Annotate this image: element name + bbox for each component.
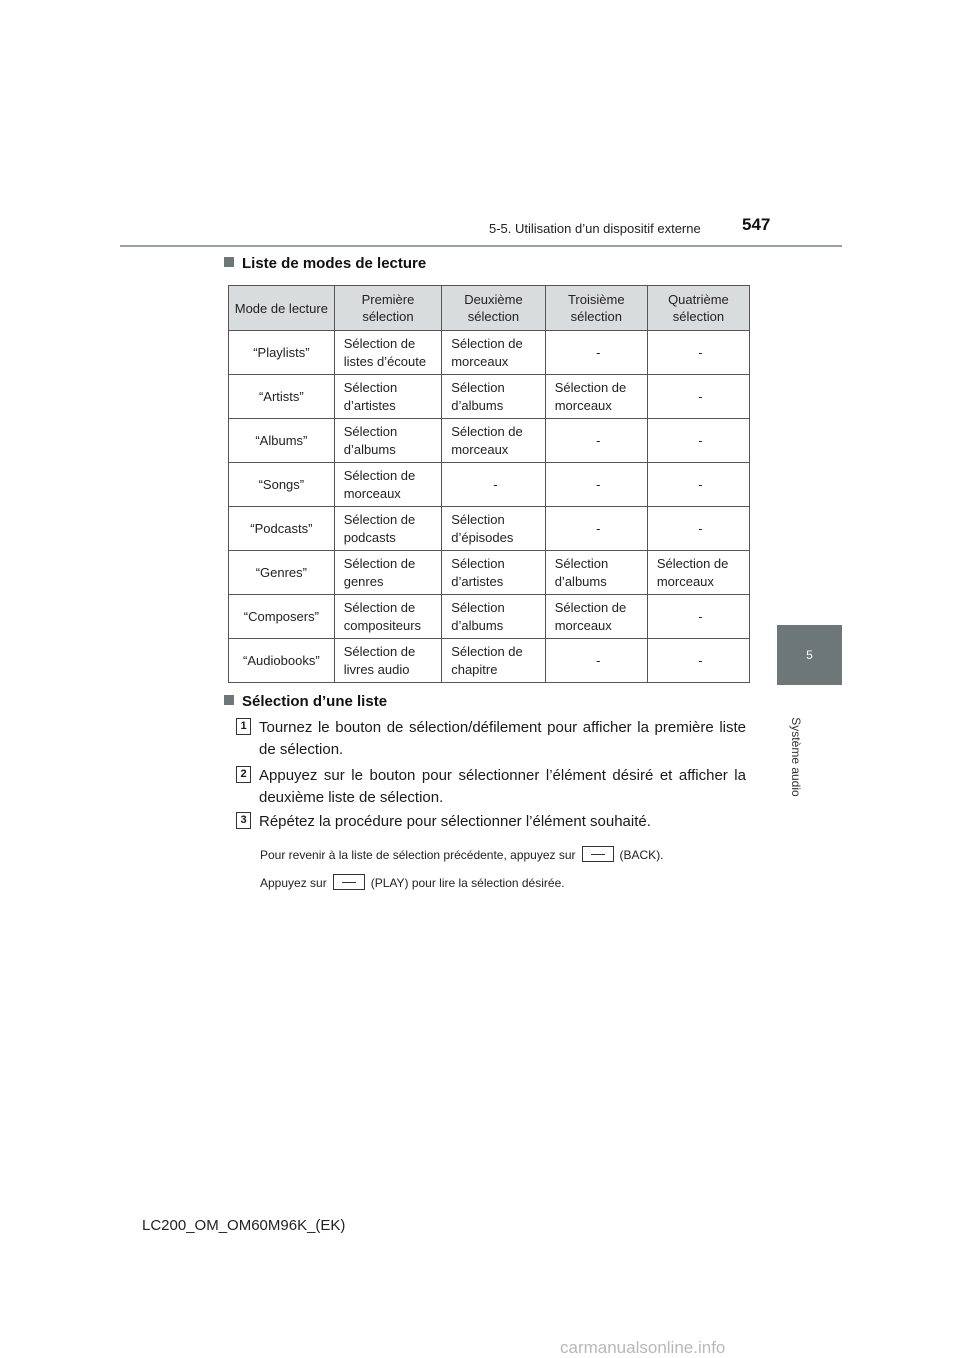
- table-cell: -: [647, 639, 749, 683]
- table-header-row: [229, 286, 750, 331]
- table-cell: Sélection d’artistes: [334, 375, 442, 419]
- note-back: [260, 846, 664, 862]
- table-cell: Sélection de morceaux: [442, 419, 545, 463]
- table-cell: Sélection d’albums: [334, 419, 442, 463]
- table-cell: Sélection de morceaux: [334, 463, 442, 507]
- note-play: [260, 874, 565, 890]
- table-cell: Sélection de morceaux: [647, 551, 749, 595]
- playback-modes-table: [228, 285, 750, 683]
- chapter-tab: [777, 625, 842, 685]
- table-body: [229, 331, 750, 683]
- table-cell: Sélection de listes d’écoute: [334, 331, 442, 375]
- watermark: carmanualsonline.info: [560, 1338, 726, 1357]
- note-text: (PLAY) pour lire la sélection désirée.: [370, 876, 565, 890]
- table-cell: -: [647, 331, 749, 375]
- chapter-side-label-text: Système audio: [789, 717, 803, 797]
- table-cell: -: [647, 595, 749, 639]
- table-row: [229, 639, 750, 683]
- table-cell-mode: “Songs”: [229, 463, 335, 507]
- table-cell: -: [647, 419, 749, 463]
- square-bullet-icon: [224, 257, 234, 267]
- table-cell: Sélection d’albums: [442, 595, 545, 639]
- table-cell: Sélection d’albums: [442, 375, 545, 419]
- table-cell: Sélection de podcasts: [334, 507, 442, 551]
- selection-heading: [224, 693, 387, 710]
- table-cell: -: [545, 639, 647, 683]
- table-cell: Sélection de genres: [334, 551, 442, 595]
- modes-heading-text: Liste de modes de lecture: [242, 255, 427, 272]
- table-cell: -: [545, 463, 647, 507]
- table-row: [229, 595, 750, 639]
- table-row: [229, 375, 750, 419]
- table-cell: Sélection de morceaux: [545, 595, 647, 639]
- play-button-icon: [333, 874, 365, 890]
- table-cell: Sélection d’albums: [545, 551, 647, 595]
- table-cell: -: [647, 463, 749, 507]
- table-header-cell: Troisième sélection: [545, 286, 647, 331]
- page-number: 547: [742, 215, 771, 234]
- selection-heading-text: Sélection d’une liste: [242, 693, 388, 710]
- table-cell: Sélection de morceaux: [442, 331, 545, 375]
- table-cell-mode: “Playlists”: [229, 331, 335, 375]
- table-cell-mode: “Podcasts”: [229, 507, 335, 551]
- table-row: [229, 419, 750, 463]
- table-header-cell: Mode de lecture: [229, 286, 335, 331]
- table-cell: -: [545, 507, 647, 551]
- table-cell: -: [545, 331, 647, 375]
- table-cell-mode: “Albums”: [229, 419, 335, 463]
- table-header-cell: Deuxième sélection: [442, 286, 545, 331]
- table-cell: -: [545, 419, 647, 463]
- footer-doc-code: LC200_OM_OM60M96K_(EK): [142, 1217, 346, 1234]
- chapter-side-label: [786, 692, 806, 822]
- table-cell: Sélection d’épisodes: [442, 507, 545, 551]
- step-text: Tournez le bouton de sélection/défilement pour afficher la première liste de sélection.: [259, 719, 746, 758]
- note-text: (BACK).: [619, 848, 664, 862]
- table-cell: Sélection de morceaux: [545, 375, 647, 419]
- step-text: Appuyez sur le bouton pour sélectionner l’élément désiré et afficher la deuxième liste de sélection.: [259, 767, 746, 806]
- table-cell: -: [647, 507, 749, 551]
- table-cell-mode: “Genres”: [229, 551, 335, 595]
- table-row: [229, 331, 750, 375]
- back-button-icon: [582, 846, 614, 862]
- chapter-tab-number: 5: [806, 648, 813, 662]
- table-cell: Sélection de compositeurs: [334, 595, 442, 639]
- table-cell: -: [442, 463, 545, 507]
- header-rule: [120, 245, 842, 247]
- note-text: Pour revenir à la liste de sélection précédente, appuyez sur: [260, 848, 576, 862]
- table-cell: Sélection de livres audio: [334, 639, 442, 683]
- table-cell-mode: “Composers”: [229, 595, 335, 639]
- step-number-badge: 3: [236, 812, 251, 829]
- step-text: Répétez la procédure pour sélectionner l’élément souhaité.: [259, 813, 651, 830]
- table-cell: Sélection de chapitre: [442, 639, 545, 683]
- table-row: [229, 507, 750, 551]
- table-cell: Sélection d’artistes: [442, 551, 545, 595]
- step-number-badge: 1: [236, 718, 251, 735]
- table-row: [229, 463, 750, 507]
- square-bullet-icon: [224, 695, 234, 705]
- table-header-cell: Quatrième sélection: [647, 286, 749, 331]
- note-text: Appuyez sur: [260, 876, 327, 890]
- table-row: [229, 551, 750, 595]
- table-cell-mode: “Artists”: [229, 375, 335, 419]
- table-cell: -: [647, 375, 749, 419]
- table-header-cell: Première sélection: [334, 286, 442, 331]
- table-cell-mode: “Audiobooks”: [229, 639, 335, 683]
- step-number-badge: 2: [236, 766, 251, 783]
- modes-heading: [224, 255, 426, 272]
- header-section-title: 5-5. Utilisation d’un dispositif externe: [489, 221, 701, 236]
